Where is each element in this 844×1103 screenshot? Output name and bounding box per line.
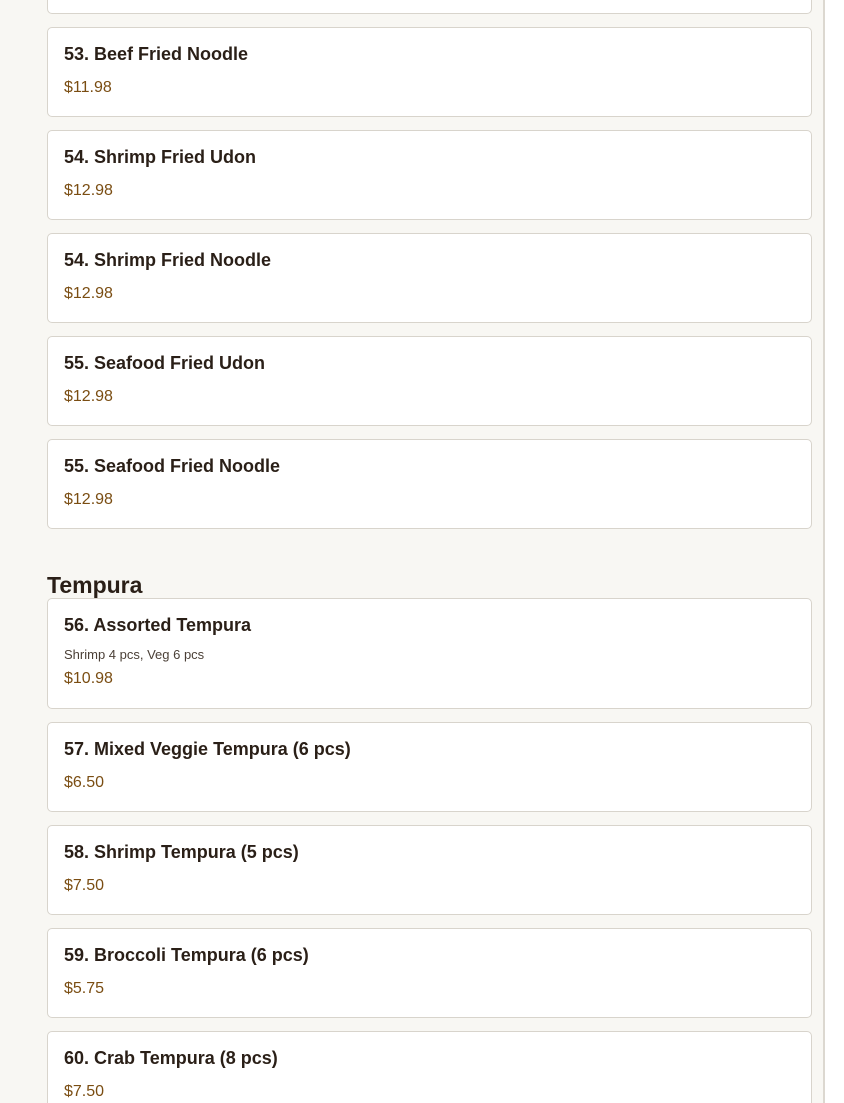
menu-item-price: $7.50 xyxy=(64,877,105,894)
menu-item-name: 55. Seafood Fried Udon xyxy=(64,353,266,373)
menu-item-price: $12.98 xyxy=(64,388,113,405)
section-tempura xyxy=(47,542,812,1103)
menu-item-name: 54. Shrimp Fried Noodle xyxy=(64,250,272,270)
menu-item-name: 58. Shrimp Tempura (5 pcs) xyxy=(64,842,299,862)
menu-item-price: $6.50 xyxy=(64,774,105,791)
menu-item-card[interactable] xyxy=(47,722,812,812)
menu-item-price: $12.98 xyxy=(64,182,113,199)
section-title: Tempura xyxy=(47,572,143,598)
menu-item-card[interactable] xyxy=(47,1031,812,1103)
menu-item-card[interactable] xyxy=(47,130,812,220)
menu-content xyxy=(47,0,812,1103)
menu-item-name: 53. Beef Fried Noodle xyxy=(64,44,249,64)
menu-item-card[interactable] xyxy=(47,598,812,709)
menu-item-price xyxy=(64,0,795,13)
menu-item-name: 57. Mixed Veggie Tempura (6 pcs) xyxy=(64,739,351,759)
menu-item-name: 56. Assorted Tempura xyxy=(64,615,252,635)
menu-item-card[interactable] xyxy=(47,27,812,117)
menu-item-price: $11.98 xyxy=(64,79,112,96)
menu-item-price: $10.98 xyxy=(64,670,113,687)
menu-item-name: 59. Broccoli Tempura (6 pcs) xyxy=(64,945,309,965)
menu-item-name: 54. Shrimp Fried Udon xyxy=(64,147,257,167)
section-fried-noodles xyxy=(47,0,812,529)
menu-item-card[interactable] xyxy=(47,233,812,323)
menu-item-price: $7.50 xyxy=(64,1083,105,1100)
menu-item-card[interactable] xyxy=(47,336,812,426)
menu-item-card[interactable] xyxy=(47,0,812,14)
menu-item-card[interactable] xyxy=(47,439,812,529)
menu-item-name: 60. Crab Tempura (8 pcs) xyxy=(64,1048,278,1068)
menu-item-price: $5.75 xyxy=(64,980,105,997)
right-gutter xyxy=(825,0,844,1103)
menu-item-card[interactable] xyxy=(47,825,812,915)
menu-item-price: $12.98 xyxy=(64,285,113,302)
menu-item-description: Shrimp 4 pcs, Veg 6 pcs xyxy=(64,647,205,662)
menu-item-card[interactable] xyxy=(47,928,812,1018)
menu-item-price: $12.98 xyxy=(64,491,113,508)
menu-item-name: 55. Seafood Fried Noodle xyxy=(64,456,281,476)
